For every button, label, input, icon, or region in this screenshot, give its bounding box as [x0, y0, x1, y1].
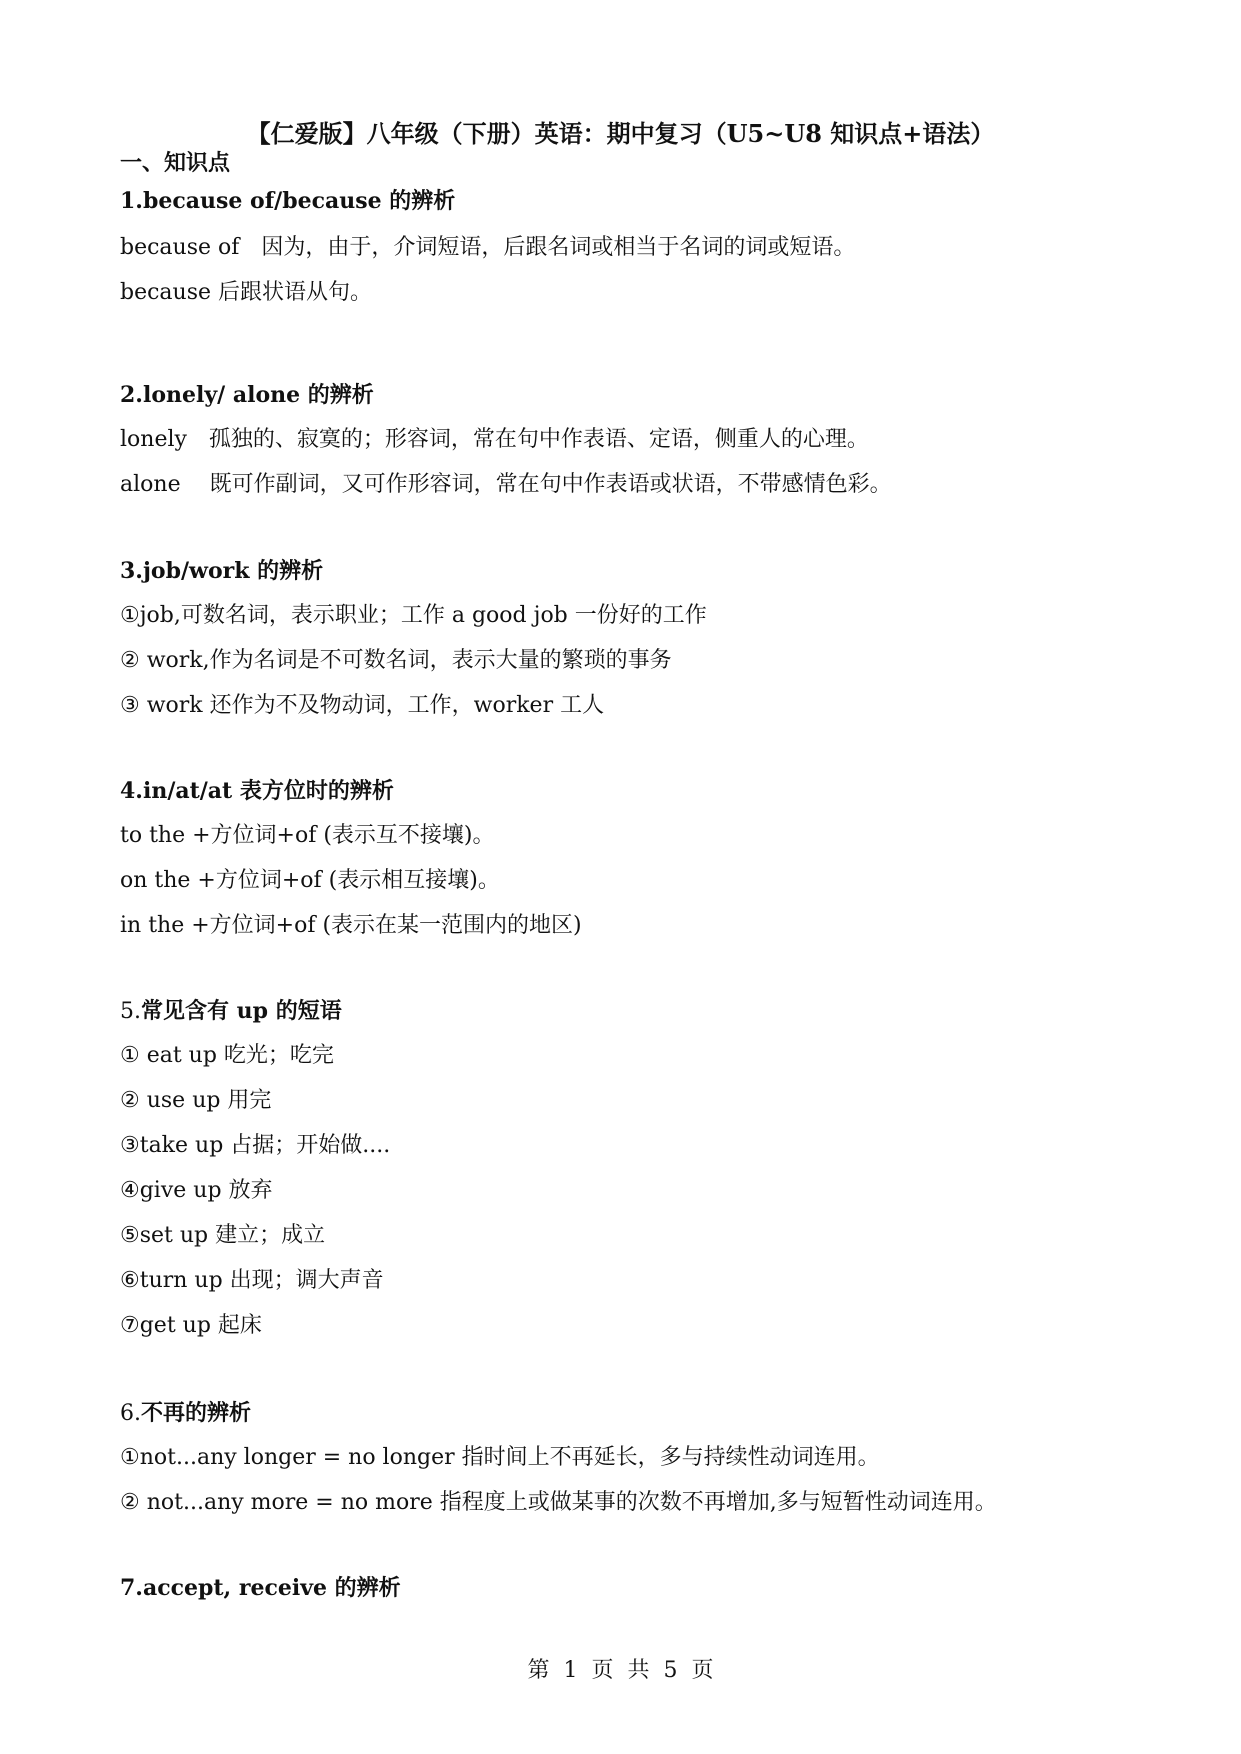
item-1-line-1: because of 因为，由于，介词短语，后跟名词或相当于名词的词或短语。: [120, 235, 856, 260]
item-6-line-2: ② not...any more = no more 指程度上或做某事的次数不再增加,多与短暂性动词连用。: [120, 1490, 997, 1515]
page-footer: [0, 1655, 1241, 1687]
item-5-line-7: ⑦get up 起床: [120, 1313, 262, 1338]
item-4-line-2: on the +方位词+of (表示相互接壤)。: [120, 868, 500, 893]
item-4-line-1: to the +方位词+of (表示互不接壤)。: [120, 823, 495, 848]
footer-total-label: 共: [627, 1658, 650, 1683]
item-3-line-2: ② work,作为名词是不可数名词，表示大量的繁琐的事务: [120, 648, 672, 673]
item-5-line-4: ④give up 放弃: [120, 1178, 273, 1203]
item-5-heading-text: 常见含有 up 的短语: [141, 998, 342, 1024]
item-5-line-2: ② use up 用完: [120, 1088, 272, 1113]
section-heading: 一、知识点: [120, 150, 231, 176]
item-6-heading-number: 6.: [120, 1401, 141, 1426]
item-4-heading: 4.in/at/at 表方位时的辨析: [120, 778, 394, 804]
item-6-heading-text: 不再的辨析: [141, 1400, 252, 1426]
item-1-line-2: because 后跟状语从句。: [120, 280, 373, 305]
item-5-line-6: ⑥turn up 出现；调大声音: [120, 1268, 384, 1293]
item-1-heading: 1.because of/because 的辨析: [120, 188, 456, 214]
item-5-line-3: ③take up 占据；开始做....: [120, 1133, 391, 1158]
item-5-line-1: ① eat up 吃光；吃完: [120, 1043, 334, 1068]
item-2-heading: 2.lonely/ alone 的辨析: [120, 382, 374, 408]
item-7-heading: 7.accept, receive 的辨析: [120, 1575, 401, 1601]
footer-page-number: 1: [563, 1658, 578, 1683]
item-6-line-1: ①not...any longer = no longer 指时间上不再延长，多与持续性动词连用。: [120, 1445, 880, 1470]
item-5-heading: [120, 995, 342, 1028]
footer-suffix: 页: [691, 1658, 714, 1683]
item-3-line-3: ③ work 还作为不及物动词，工作，worker 工人: [120, 693, 605, 718]
footer-page-label: 页: [591, 1658, 614, 1683]
item-4-line-3: in the +方位词+of (表示在某一范围内的地区): [120, 913, 582, 938]
item-6-heading: [120, 1397, 251, 1430]
footer-total-pages: 5: [663, 1658, 678, 1683]
item-3-heading: 3.job/work 的辨析: [120, 558, 324, 584]
footer-prefix: 第: [527, 1658, 550, 1683]
item-5-line-5: ⑤set up 建立；成立: [120, 1223, 326, 1248]
item-2-line-1: lonely 孤独的、寂寞的；形容词，常在句中作表语、定语，侧重人的心理。: [120, 427, 869, 452]
item-3-line-1: ①job,可数名词，表示职业；工作 a good job 一份好的工作: [120, 603, 707, 628]
document-title: 【仁爱版】八年级（下册）英语：期中复习（U5~U8 知识点+语法）: [246, 119, 995, 148]
item-5-heading-number: 5.: [120, 999, 141, 1024]
item-2-line-2: alone 既可作副词，又可作形容词，常在句中作表语或状语，不带感情色彩。: [120, 472, 892, 497]
